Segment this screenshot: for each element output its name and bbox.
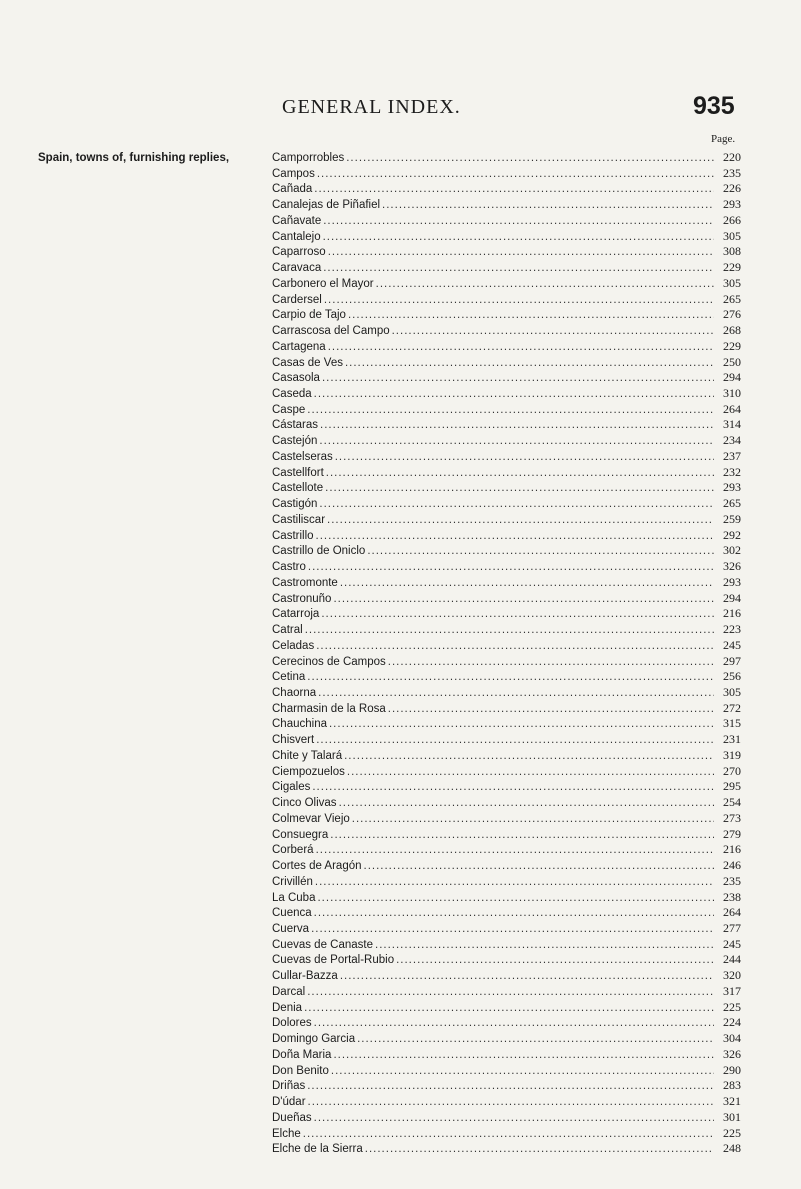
entry-page-number: 293	[723, 574, 741, 589]
entry-name: Chite y Talará	[272, 749, 343, 762]
index-entry	[272, 937, 741, 953]
dot-leader	[328, 340, 714, 356]
entry-page-number: 279	[723, 826, 741, 841]
page-column-label: Page.	[711, 133, 736, 145]
dot-leader	[345, 356, 714, 372]
index-entry	[272, 402, 741, 418]
entry-name: Driñas	[272, 1080, 306, 1093]
dot-leader	[314, 1111, 714, 1127]
index-entry	[272, 654, 741, 670]
entry-page-number: 223	[723, 622, 741, 637]
index-entry	[272, 1141, 741, 1157]
entry-name: Caravaca	[272, 262, 322, 275]
index-entry	[272, 952, 741, 968]
dot-leader	[314, 387, 714, 403]
entry-name: Cuerva	[272, 922, 310, 935]
entry-name: Ciempozuelos	[272, 765, 345, 778]
entry-name: Catral	[272, 624, 303, 637]
page-header	[0, 92, 801, 128]
entry-page-number: 246	[723, 858, 741, 873]
entry-page-number: 245	[723, 637, 741, 652]
dot-leader	[322, 371, 714, 387]
entry-page-number: 317	[723, 983, 741, 998]
dot-leader	[339, 796, 714, 812]
entry-page-number: 220	[723, 150, 741, 164]
entry-name: Caparroso	[272, 246, 326, 259]
dot-leader	[331, 1064, 714, 1080]
entry-name: Castelseras	[272, 450, 333, 463]
entry-name: Charmasin de la Rosa	[272, 702, 386, 715]
index-entry	[272, 638, 741, 654]
entry-name: Cañada	[272, 183, 313, 196]
dot-leader	[333, 592, 714, 608]
entry-name: Cuevas de Canaste	[272, 938, 374, 951]
dot-leader	[347, 765, 714, 781]
entry-page-number: 268	[723, 323, 741, 338]
index-entry	[272, 811, 741, 827]
entry-name: Colmevar Viejo	[272, 812, 350, 825]
entry-page-number: 315	[723, 716, 741, 731]
entry-name: Chisvert	[272, 734, 315, 747]
dot-leader	[329, 717, 714, 733]
dot-leader	[307, 1079, 714, 1095]
index-entry	[272, 528, 741, 544]
dot-leader	[333, 1048, 714, 1064]
index-entry	[272, 370, 741, 386]
index-entry	[272, 827, 741, 843]
index-entry	[272, 323, 741, 339]
entry-page-number: 229	[723, 260, 741, 275]
index-entry	[272, 260, 741, 276]
entry-name: Corberá	[272, 844, 314, 857]
dot-leader	[315, 875, 714, 891]
dot-leader	[365, 1142, 714, 1158]
entry-name: Elche	[272, 1127, 301, 1140]
dot-leader	[317, 891, 714, 907]
index-entry	[272, 685, 741, 701]
entry-name: Castiliscar	[272, 513, 326, 526]
entry-page-number: 256	[723, 669, 741, 684]
dot-leader	[364, 859, 714, 875]
entry-name: Cañavate	[272, 214, 322, 227]
entry-name: Cerecinos de Campos	[272, 655, 386, 668]
index-entry	[272, 1094, 741, 1110]
index-entry	[272, 276, 741, 292]
entry-name: Campos	[272, 167, 315, 180]
entry-name: Caspe	[272, 403, 306, 416]
index-entry	[272, 1126, 741, 1142]
entry-page-number: 265	[723, 291, 741, 306]
entry-page-number: 231	[723, 732, 741, 747]
index-entry	[272, 858, 741, 874]
entry-page-number: 272	[723, 700, 741, 715]
entry-page-number: 250	[723, 354, 741, 369]
index-entry	[272, 1047, 741, 1063]
dot-leader	[314, 182, 714, 198]
index-entry	[272, 1015, 741, 1031]
entry-page-number: 235	[723, 165, 741, 180]
entry-name: Cullar-Bazza	[272, 970, 338, 983]
entry-name: Cetina	[272, 671, 306, 684]
entry-page-number: 266	[723, 212, 741, 227]
entry-name: Cinco Olivas	[272, 797, 337, 810]
index-entry	[272, 449, 741, 465]
entry-name: Cartagena	[272, 340, 326, 353]
entry-name: Castellote	[272, 482, 324, 495]
index-entry	[272, 543, 741, 559]
entry-name: Castronuño	[272, 592, 332, 605]
entry-page-number: 294	[723, 590, 741, 605]
index-entry	[272, 417, 741, 433]
entry-page-number: 245	[723, 936, 741, 951]
entry-page-number: 302	[723, 543, 741, 558]
dot-leader	[396, 953, 714, 969]
entry-page-number: 237	[723, 448, 741, 463]
index-entry	[272, 575, 741, 591]
index-entry	[272, 386, 741, 402]
entry-name: Canalejas de Piñafiel	[272, 199, 381, 212]
index-entry	[272, 355, 741, 371]
entry-name: Celadas	[272, 639, 315, 652]
index-entry	[272, 1031, 741, 1047]
entry-name: Cuevas de Portal-Rubio	[272, 954, 395, 967]
entry-page-number: 305	[723, 275, 741, 290]
dot-leader	[324, 293, 714, 309]
entry-page-number: 305	[723, 228, 741, 243]
index-entry	[272, 197, 741, 213]
index-entry	[272, 496, 741, 512]
entry-page-number: 308	[723, 244, 741, 259]
index-entry	[272, 984, 741, 1000]
index-entry	[272, 339, 741, 355]
entry-name: Denia	[272, 1001, 303, 1014]
entry-page-number: 248	[723, 1141, 741, 1156]
entry-page-number: 265	[723, 496, 741, 511]
entry-name: Cigales	[272, 781, 311, 794]
dot-leader	[357, 1032, 714, 1048]
dot-leader	[303, 1127, 714, 1143]
entry-page-number: 319	[723, 747, 741, 762]
entry-page-number: 235	[723, 873, 741, 888]
dot-leader	[305, 623, 714, 639]
entry-name: Dueñas	[272, 1111, 312, 1124]
entry-page-number: 293	[723, 480, 741, 495]
entry-page-number: 259	[723, 511, 741, 526]
dot-leader	[323, 261, 714, 277]
index-entry	[272, 244, 741, 260]
entry-page-number: 225	[723, 999, 741, 1014]
dot-leader	[321, 607, 714, 623]
index-entry	[272, 669, 741, 685]
entry-name: Castigón	[272, 498, 318, 511]
entry-page-number: 229	[723, 338, 741, 353]
index-entry	[272, 622, 741, 638]
entry-name: Chaorna	[272, 686, 317, 699]
entry-page-number: 232	[723, 464, 741, 479]
entry-page-number: 310	[723, 386, 741, 401]
index-entry	[272, 433, 741, 449]
dot-leader	[312, 780, 714, 796]
dot-leader	[367, 544, 714, 560]
entry-page-number: 301	[723, 1109, 741, 1124]
entry-name: D'údar	[272, 1096, 306, 1109]
entry-name: Dolores	[272, 1017, 312, 1030]
index-entry	[272, 229, 741, 245]
entry-page-number: 226	[723, 181, 741, 196]
dot-leader	[388, 655, 714, 671]
entry-name: Cortes de Aragón	[272, 860, 362, 873]
index-entry	[272, 890, 741, 906]
dot-leader	[328, 245, 714, 261]
entry-page-number: 283	[723, 1078, 741, 1093]
dot-leader	[340, 969, 714, 985]
index-entry	[272, 166, 741, 182]
entry-name: Carpio de Tajo	[272, 309, 346, 322]
index-entry	[272, 1063, 741, 1079]
dot-leader	[327, 513, 714, 529]
entry-name: Cástaras	[272, 419, 319, 432]
dot-leader	[319, 434, 714, 450]
index-entry	[272, 748, 741, 764]
entry-name: Castellfort	[272, 466, 324, 479]
entry-page-number: 305	[723, 684, 741, 699]
dot-leader	[307, 985, 714, 1001]
index-heading: Spain, towns of, furnishing replies,	[38, 152, 230, 164]
entry-page-number: 264	[723, 905, 741, 920]
dot-leader	[318, 686, 714, 702]
index-entry	[272, 842, 741, 858]
entry-name: Caseda	[272, 388, 312, 401]
dot-leader	[346, 151, 714, 167]
entry-page-number: 294	[723, 370, 741, 385]
index-entry	[272, 512, 741, 528]
index-entry	[272, 921, 741, 937]
entry-name: Casasola	[272, 372, 320, 385]
dot-leader	[304, 1001, 714, 1017]
entry-page-number: 225	[723, 1125, 741, 1140]
index-entry	[272, 1078, 741, 1094]
entry-name: Chauchina	[272, 718, 327, 731]
entry-name: Casas de Ves	[272, 356, 343, 369]
entry-name: Carrascosa del Campo	[272, 325, 390, 338]
entry-page-number: 277	[723, 920, 741, 935]
dot-leader	[382, 198, 714, 214]
index-entry	[272, 716, 741, 732]
index-entry	[272, 795, 741, 811]
dot-leader	[317, 167, 714, 183]
index-entry	[272, 968, 741, 984]
index-entry	[272, 292, 741, 308]
dot-leader	[314, 1016, 714, 1032]
entry-name: Castro	[272, 561, 306, 574]
entry-page-number: 254	[723, 795, 741, 810]
dot-leader	[344, 749, 714, 765]
dot-leader	[325, 481, 714, 497]
dot-leader	[352, 812, 714, 828]
index-entry	[272, 701, 741, 717]
entry-name: Camporrobles	[272, 152, 345, 164]
entry-name: Cantalejo	[272, 230, 321, 243]
index-entry	[272, 559, 741, 575]
dot-leader	[307, 403, 714, 419]
dot-leader	[316, 733, 714, 749]
entry-page-number: 216	[723, 842, 741, 857]
index-entry	[272, 905, 741, 921]
entry-page-number: 314	[723, 417, 741, 432]
dot-leader	[319, 497, 714, 513]
entry-page-number: 234	[723, 433, 741, 448]
index-entry	[272, 1000, 741, 1016]
dot-leader	[316, 843, 714, 859]
dot-leader	[388, 702, 714, 718]
entry-page-number: 326	[723, 559, 741, 574]
entry-page-number: 270	[723, 763, 741, 778]
index-entry	[272, 1110, 741, 1126]
entry-page-number: 224	[723, 1015, 741, 1030]
dot-leader	[307, 670, 714, 686]
entry-page-number: 276	[723, 307, 741, 322]
index-entry	[272, 591, 741, 607]
dot-leader	[308, 560, 714, 576]
dot-leader	[308, 1095, 714, 1111]
dot-leader	[323, 214, 714, 230]
index-entry	[272, 465, 741, 481]
dot-leader	[335, 450, 714, 466]
entry-name: Elche de la Sierra	[272, 1143, 363, 1156]
entry-page-number: 321	[723, 1094, 741, 1109]
index-entry	[272, 606, 741, 622]
dot-leader	[316, 529, 714, 545]
index-entry	[272, 874, 741, 890]
dot-leader	[348, 308, 714, 324]
entry-name: Castrillo de Oniclo	[272, 545, 366, 558]
entry-name: Castromonte	[272, 576, 338, 589]
dot-leader	[320, 418, 714, 434]
entry-page-number: 293	[723, 197, 741, 212]
entry-page-number: 290	[723, 1062, 741, 1077]
dot-leader	[326, 466, 714, 482]
entry-name: Cuenca	[272, 907, 312, 920]
index-entry	[272, 181, 741, 197]
index-entries-list	[272, 150, 741, 1157]
entry-page-number: 304	[723, 1031, 741, 1046]
index-entry	[272, 732, 741, 748]
entry-page-number: 326	[723, 1046, 741, 1061]
dot-leader	[330, 828, 714, 844]
dot-leader	[340, 576, 714, 592]
entry-page-number: 292	[723, 527, 741, 542]
index-entry	[272, 150, 741, 166]
running-title: GENERAL INDEX.	[282, 96, 461, 118]
index-entry	[272, 213, 741, 229]
entry-page-number: 216	[723, 606, 741, 621]
entry-page-number: 244	[723, 952, 741, 967]
index-entry	[272, 764, 741, 780]
entry-name: La Cuba	[272, 891, 316, 904]
index-entry	[272, 480, 741, 496]
entry-page-number: 295	[723, 779, 741, 794]
entry-page-number: 297	[723, 653, 741, 668]
page-number: 935	[693, 92, 735, 120]
entry-name: Cardersel	[272, 293, 322, 306]
dot-leader	[375, 938, 714, 954]
dot-leader	[392, 324, 714, 340]
entry-name: Doña Maria	[272, 1048, 332, 1061]
entry-name: Catarroja	[272, 608, 320, 621]
entry-name: Castejón	[272, 435, 318, 448]
dot-leader	[311, 922, 714, 938]
index-entry	[272, 307, 741, 323]
entry-name: Domingo Garcia	[272, 1033, 356, 1046]
entry-page-number: 273	[723, 810, 741, 825]
dot-leader	[376, 277, 714, 293]
entry-name: Castrillo	[272, 529, 314, 542]
dot-leader	[316, 639, 714, 655]
entry-name: Crivillén	[272, 875, 313, 888]
entry-name: Consuegra	[272, 828, 329, 841]
entry-name: Darcal	[272, 985, 306, 998]
entry-page-number: 264	[723, 401, 741, 416]
entry-name: Don Benito	[272, 1064, 329, 1077]
entry-page-number: 238	[723, 889, 741, 904]
entry-page-number: 320	[723, 968, 741, 983]
entry-name: Carbonero el Mayor	[272, 277, 374, 290]
dot-leader	[314, 906, 714, 922]
index-entry	[272, 779, 741, 795]
dot-leader	[323, 230, 714, 246]
